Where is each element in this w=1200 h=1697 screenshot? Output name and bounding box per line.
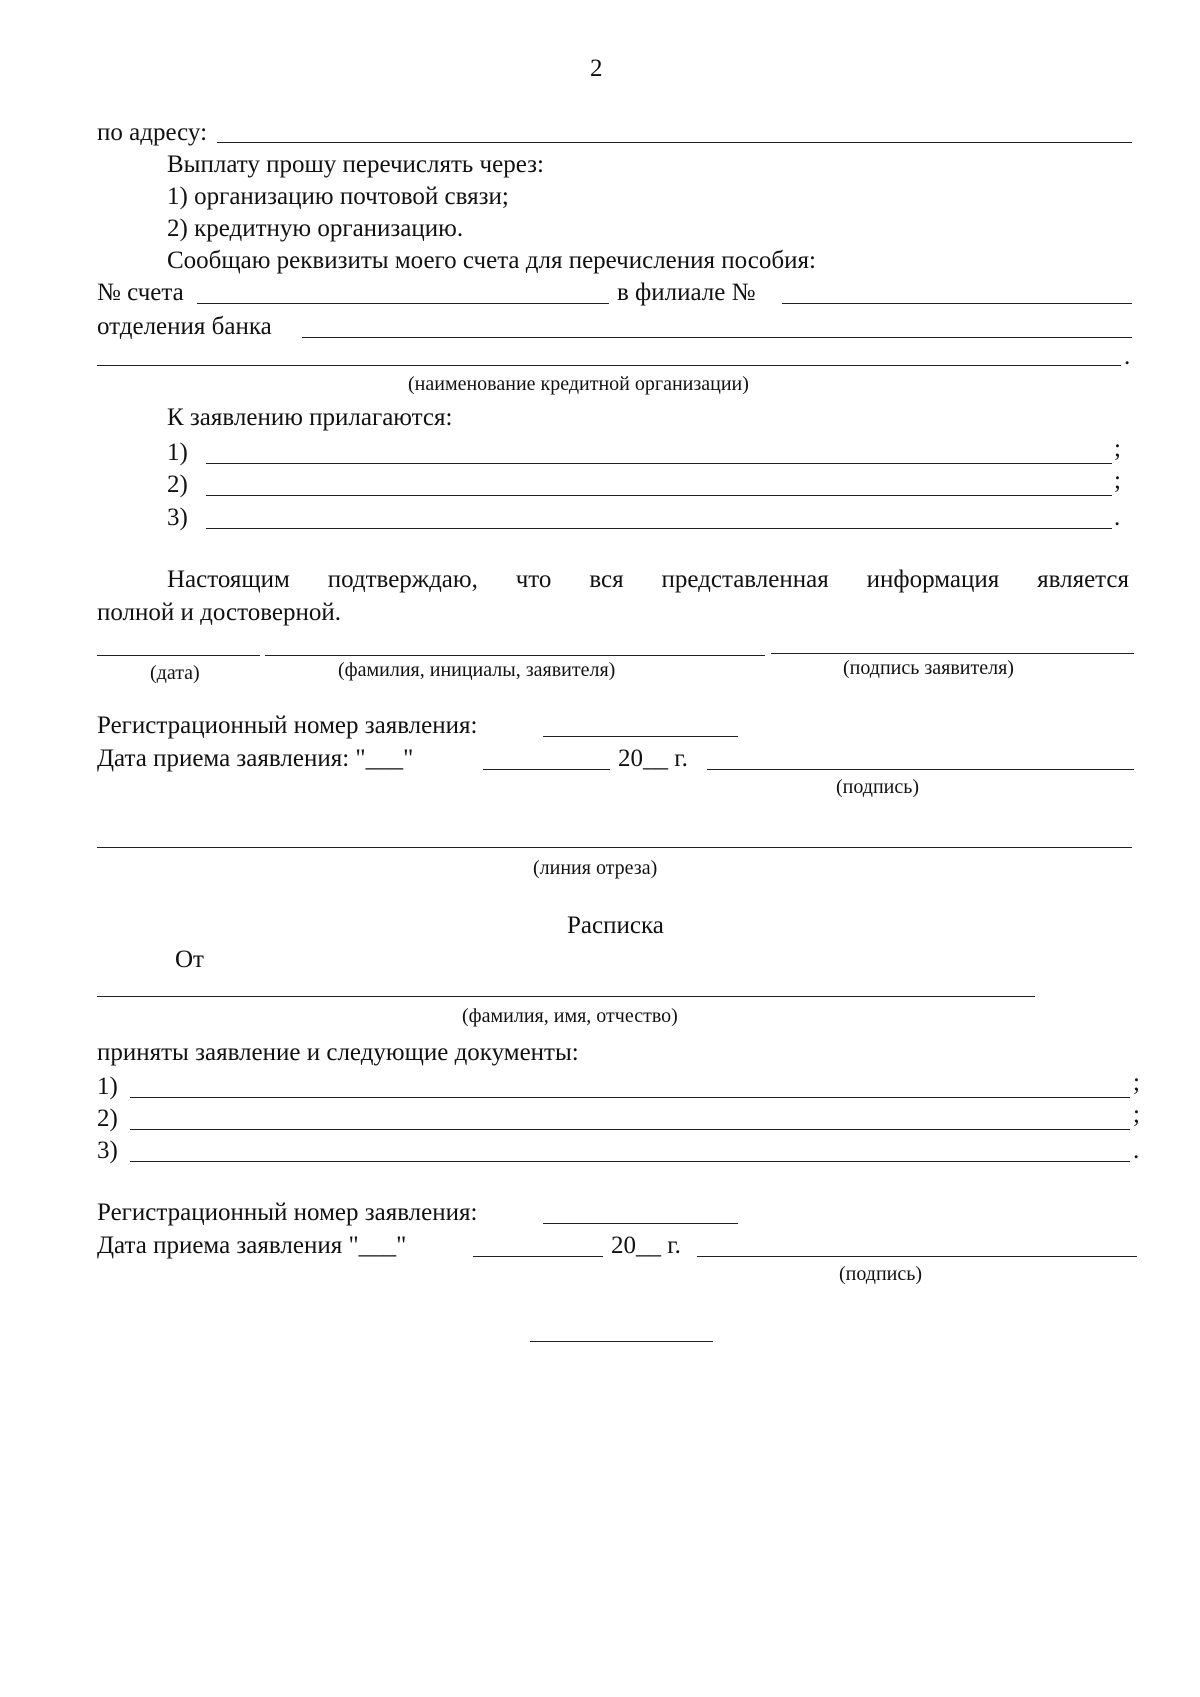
receipt-accepted-text: приняты заявление и следующие документы: <box>97 1039 579 1066</box>
receipt-item-1-number: 1) <box>97 1073 118 1100</box>
receipt-from-field[interactable] <box>97 996 1035 997</box>
receipt-signature-field[interactable] <box>697 1256 1137 1257</box>
receipt-item-3-field[interactable] <box>130 1161 1130 1162</box>
attachment-1-end: ; <box>1114 435 1121 462</box>
receipt-from-label: От <box>175 946 204 973</box>
confirmation-line-2: полной и достоверной. <box>97 599 341 626</box>
branch-label: в филиале № <box>617 279 756 306</box>
bank-office-label: отделения банка <box>97 313 272 340</box>
cut-line-caption: (линия отреза) <box>533 857 658 879</box>
attachment-2-end: ; <box>1114 467 1121 494</box>
confirmation-line-1 <box>97 567 1129 592</box>
receipt-signature-caption: (подпись) <box>839 1263 923 1285</box>
receipt-registration-number-field[interactable] <box>543 1223 738 1224</box>
registration-number-field[interactable] <box>543 736 738 737</box>
registration-year-text: 20__ г. <box>618 745 688 772</box>
receipt-item-1-end: ; <box>1133 1069 1140 1096</box>
attachment-3-number: 3) <box>167 504 188 531</box>
receipt-item-2-field[interactable] <box>130 1129 1130 1130</box>
address-label: по адресу: <box>97 119 208 146</box>
attachment-2-number: 2) <box>167 471 188 498</box>
receipt-item-3-end: . <box>1133 1137 1140 1164</box>
end-rule <box>530 1341 713 1342</box>
bank-name-field[interactable] <box>97 365 1121 366</box>
payment-option-credit: 2) кредитную организацию. <box>167 215 464 242</box>
receipt-item-3-number: 3) <box>97 1137 118 1164</box>
branch-number-field[interactable] <box>782 303 1132 304</box>
payment-intro: Выплату прошу перечислять через: <box>167 151 544 178</box>
address-field[interactable] <box>217 142 1132 143</box>
cut-line <box>97 847 1132 848</box>
confirmation-text-1: Настоящим подтверждаю, что вся представленная информация является <box>167 566 1129 593</box>
receipt-item-2-number: 2) <box>97 1105 118 1132</box>
registration-number-label: Регистрационный номер заявления: <box>97 712 478 739</box>
attachment-1-number: 1) <box>167 439 188 466</box>
bank-office-field[interactable] <box>302 337 1132 338</box>
date-field[interactable] <box>97 655 260 656</box>
applicant-signature-caption: (подпись заявителя) <box>843 657 1014 679</box>
receipt-title: Расписка <box>567 912 664 939</box>
attachment-2-field[interactable] <box>206 495 1112 496</box>
bank-name-end: . <box>1124 343 1131 370</box>
registration-date-label: Дата приема заявления: "___" <box>97 745 414 772</box>
registration-signature-field[interactable] <box>707 769 1134 770</box>
attachments-title: К заявлению прилагаются: <box>167 404 453 431</box>
receipt-month-field[interactable] <box>473 1256 603 1257</box>
receipt-from-caption: (фамилия, имя, отчество) <box>462 1005 678 1027</box>
payment-option-post: 1) организацию почтовой связи; <box>167 183 509 210</box>
applicant-name-field[interactable] <box>265 655 765 656</box>
applicant-signature-field[interactable] <box>771 653 1134 654</box>
account-intro: Сообщаю реквизиты моего счета для перечисления пособия: <box>167 247 816 274</box>
registration-signature-caption: (подпись) <box>836 776 920 798</box>
date-caption: (дата) <box>150 662 200 684</box>
receipt-date-label: Дата приема заявления "___" <box>97 1232 407 1259</box>
attachment-1-field[interactable] <box>206 463 1112 464</box>
receipt-item-1-field[interactable] <box>130 1097 1130 1098</box>
account-number-label: № счета <box>97 279 184 306</box>
page-number: 2 <box>590 55 603 82</box>
bank-name-caption: (наименование кредитной организации) <box>408 373 749 395</box>
receipt-year-text: 20__ г. <box>611 1232 681 1259</box>
receipt-item-2-end: ; <box>1133 1101 1140 1128</box>
attachment-3-field[interactable] <box>206 528 1112 529</box>
attachment-3-end: . <box>1114 504 1121 531</box>
account-number-field[interactable] <box>197 303 609 304</box>
registration-month-field[interactable] <box>483 769 610 770</box>
applicant-name-caption: (фамилия, инициалы, заявителя) <box>338 659 616 681</box>
receipt-registration-number-label: Регистрационный номер заявления: <box>97 1199 478 1226</box>
